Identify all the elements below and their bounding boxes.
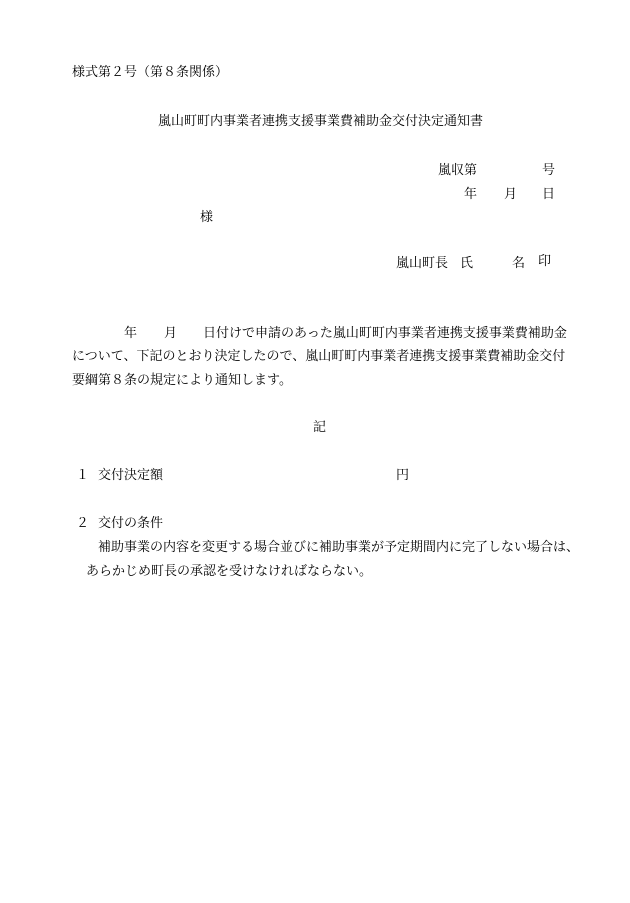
issuer-title: 嵐山町長 [396, 256, 449, 271]
date-month: 月 [504, 187, 518, 202]
doc-number-prefix: 嵐収第 [438, 163, 478, 178]
seal-mark: 印 [537, 254, 551, 269]
document-title: 嵐山町町内事業者連携支援事業費補助金交付決定通知書 [158, 114, 484, 129]
body-line3: 要綱第８条の規定により通知します。 [72, 373, 292, 388]
body-line1-month: 月 [164, 326, 178, 341]
form-number: 様式第２号（第８条関係） [72, 65, 229, 80]
item1-label: 交付決定額 [98, 468, 164, 483]
body-line1-text: 日付けで申請のあった嵐山町町内事業者連携支援事業費補助金 [203, 326, 567, 341]
item2-text-line2: あらかじめ町長の承認を受けなければならない。 [86, 564, 373, 579]
body-line2: について、下記のとおり決定したので、嵐山町町内事業者連携支援事業費補助金交付 [72, 349, 566, 364]
item1-number: １ [76, 468, 90, 483]
issuer-name-1: 氏 [460, 256, 474, 271]
item1-unit: 円 [396, 468, 410, 483]
issuer-name-2: 名 [512, 256, 526, 271]
date-day: 日 [542, 187, 556, 202]
item2-number: ２ [76, 516, 90, 531]
ki-heading: 記 [313, 420, 327, 435]
doc-number-suffix: 号 [542, 163, 556, 178]
date-year: 年 [464, 187, 478, 202]
item2-label: 交付の条件 [98, 516, 164, 531]
recipient-honorific: 様 [200, 210, 214, 225]
body-line1-year: 年 [124, 326, 138, 341]
item2-text-line1: 補助事業の内容を変更する場合並びに補助事業が予定期間内に完了しない場合は、 [98, 540, 580, 555]
